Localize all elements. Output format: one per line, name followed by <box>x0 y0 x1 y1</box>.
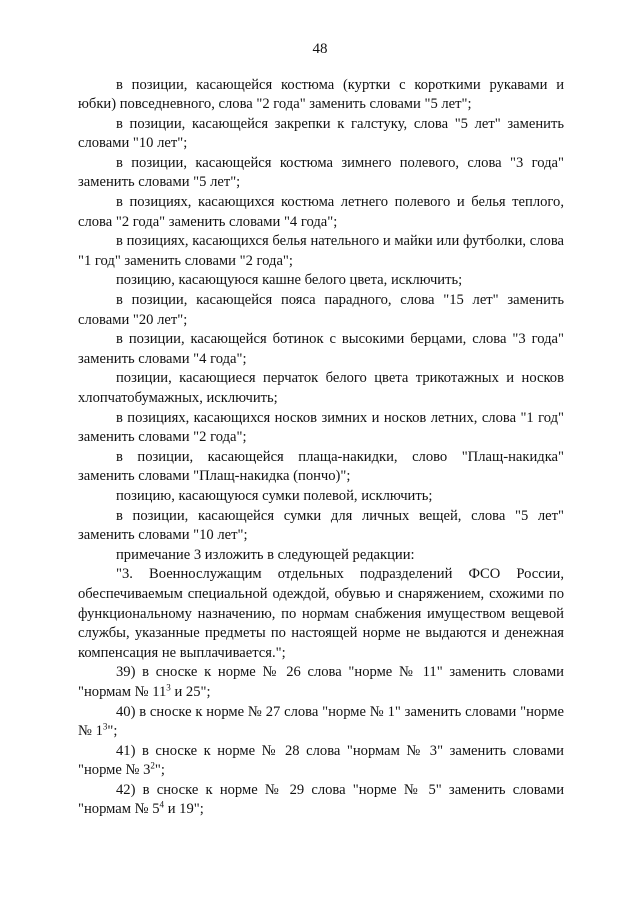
paragraph: позицию, касающуюся сумки полевой, исключить; <box>116 487 433 504</box>
superscript-index: 3 <box>166 682 171 693</box>
footnote-amendment-40 <box>78 703 564 742</box>
document-body <box>78 76 564 821</box>
superscript-index: 2 <box>150 760 155 771</box>
footnote-amendment-39 <box>78 663 564 702</box>
paragraph: в позиции, касающейся костюма (куртки с короткими рукавами и юбки) повседневного, слова "2 года" заменить словами "5 лет"; <box>78 76 564 113</box>
paragraph: в позициях, касающихся белья нательного и майки или футболки, слова "1 год" заменить словами "2 года"; <box>78 233 564 269</box>
amendment-text-end: "; <box>107 723 118 740</box>
paragraph: в позициях, касающихся костюма летнего полевого и белья теплого, слова "2 года" заменить словами "4 года"; <box>78 194 564 230</box>
page-number: 48 <box>312 41 328 57</box>
quoted-note-paragraph: "3. Военнослужащим отдельных подразделений ФСО России, обеспечиваемым специальной одеждой, обувью и снаряжением, схожими по функциональному назначению, по нормам снабжения имуществом вещевой службы, указанные предметы по настоящей норме не выдаются и денежная компенсация не выплачивается."; <box>78 566 564 661</box>
superscript-index: 3 <box>102 721 108 732</box>
amendment-text: 42) в сноске к норме № 29 слова "норме № 5" заменить словами "нормам № 5 <box>78 781 564 818</box>
amendment-text: 39) в сноске к норме № 26 слова "норме № 11" заменить словами "нормам № 11 <box>78 664 564 700</box>
footnote-amendment-42 <box>78 781 564 820</box>
paragraph: в позиции, касающейся сумки для личных вещей, слова "5 лет" заменить словами "10 лет"; <box>78 507 564 544</box>
paragraph: в позиции, касающейся закрепки к галстуку, слова "5 лет" заменить словами "10 лет"; <box>78 115 564 152</box>
paragraph: в позициях, касающихся носков зимних и носков летних, слова "1 год" заменить словами "2 года"; <box>78 409 564 446</box>
paragraph: в позиции, касающейся плаща-накидки, слово "Плащ-накидка" заменить словами "Плащ-накидка (пончо)"; <box>78 448 564 485</box>
paragraph: позиции, касающиеся перчаток белого цвета трикотажных и носков хлопчатобумажных, исключить; <box>78 370 564 406</box>
paragraph: в позиции, касающейся костюма зимнего полевого, слова "3 года" заменить словами "5 лет"; <box>78 154 564 191</box>
amendment-text: 41) в сноске к норме № 28 слова "нормам № 3" заменить словами "норме № 3 <box>78 742 564 779</box>
superscript-index: 4 <box>159 800 165 811</box>
footnote-amendment-41 <box>78 742 564 781</box>
paragraph: в позиции, касающейся пояса парадного, слова "15 лет" заменить словами "20 лет"; <box>78 292 564 328</box>
amendment-text-end: и 19"; <box>164 801 204 818</box>
amendment-text-end: и 25"; <box>170 683 211 700</box>
paragraph: примечание 3 изложить в следующей редакции: <box>116 546 415 563</box>
paragraph: в позиции, касающейся ботинок с высокими берцами, слова "3 года" заменить словами "4 года"; <box>78 331 564 367</box>
amendment-text: 40) в сноске к норме № 27 слова "норме № 1" заменить словами "норме № 1 <box>78 703 564 740</box>
paragraph: позицию, касающуюся кашне белого цвета, исключить; <box>116 272 463 289</box>
amendment-text-end: "; <box>154 762 165 779</box>
